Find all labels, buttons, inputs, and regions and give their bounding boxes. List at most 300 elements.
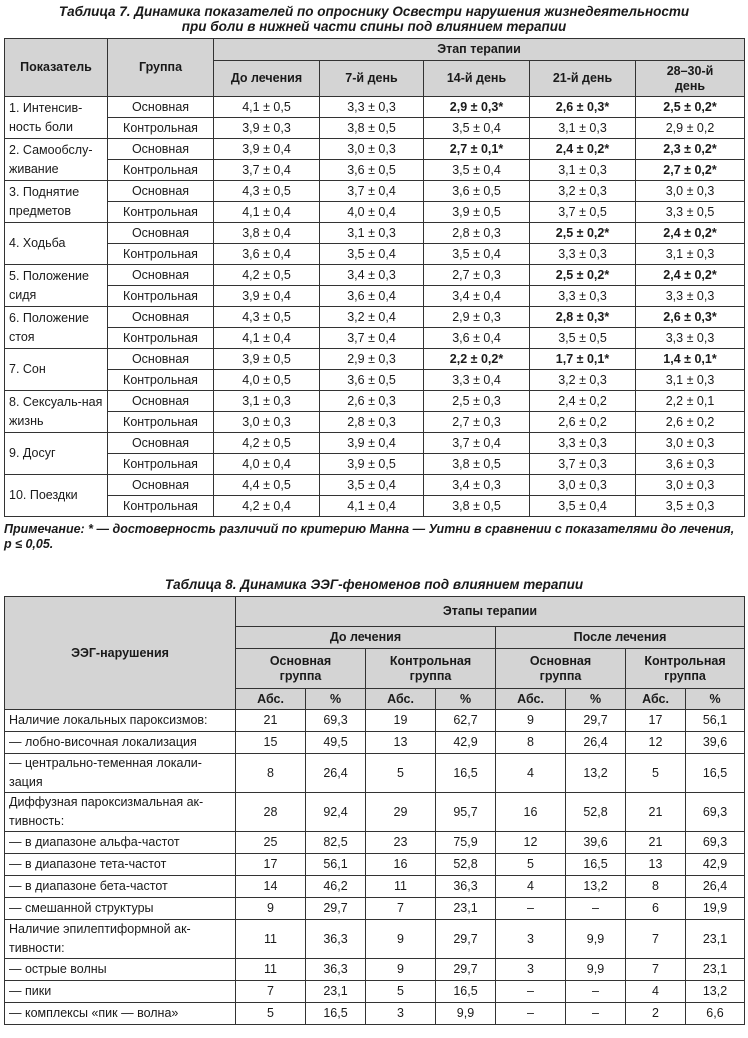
value-cell: 3,3 ± 0,3 xyxy=(320,97,424,118)
value-cell: 56,1 xyxy=(306,854,366,876)
group-control-cell: Контрольная xyxy=(108,286,214,307)
value-cell: 3,9 ± 0,3 xyxy=(214,118,320,139)
value-cell: 2,5 ± 0,2* xyxy=(636,97,745,118)
table-row xyxy=(5,959,745,981)
value-cell: 2,3 ± 0,2* xyxy=(636,139,745,160)
value-cell: 13,2 xyxy=(566,876,626,898)
indicator-name: 2. Самообслу-живание xyxy=(5,139,108,181)
eeg-disorder-label: Наличие локальных пароксизмов: xyxy=(5,710,236,732)
value-cell: 2,8 ± 0,3* xyxy=(530,307,636,328)
value-cell: 9,9 xyxy=(566,959,626,981)
table-row xyxy=(5,139,745,160)
value-cell: 3,6 ± 0,4 xyxy=(214,244,320,265)
group-main-cell: Основная xyxy=(108,181,214,202)
value-cell: 3,2 ± 0,3 xyxy=(530,370,636,391)
table-row xyxy=(5,876,745,898)
value-cell: 8 xyxy=(236,754,306,793)
eeg-disorder-label: — в диапазоне бета-частот xyxy=(5,876,236,898)
value-cell: 2,6 ± 0,3 xyxy=(320,391,424,412)
table-row xyxy=(5,475,745,496)
value-cell: 9,9 xyxy=(566,920,626,959)
value-cell: 3,4 ± 0,3 xyxy=(424,475,530,496)
table-row xyxy=(5,412,745,433)
group-main-cell: Основная xyxy=(108,349,214,370)
value-cell: 2,2 ± 0,1 xyxy=(636,391,745,412)
value-cell: 3,0 ± 0,3 xyxy=(636,181,745,202)
value-cell: 2,6 ± 0,3* xyxy=(530,97,636,118)
value-cell: – xyxy=(496,1003,566,1025)
value-cell: 16,5 xyxy=(436,981,496,1003)
value-cell: 3,5 ± 0,4 xyxy=(424,118,530,139)
table-row xyxy=(5,244,745,265)
value-cell: 3,1 ± 0,3 xyxy=(530,118,636,139)
value-cell: 3,0 ± 0,3 xyxy=(636,433,745,454)
header-stage-day21: 21-й день xyxy=(530,61,636,97)
value-cell: 16 xyxy=(366,854,436,876)
value-cell: 2,6 ± 0,2 xyxy=(636,412,745,433)
value-cell: 19,9 xyxy=(686,898,745,920)
value-cell: 2,4 ± 0,2* xyxy=(530,139,636,160)
eeg-disorder-label: — комплексы «пик — волна» xyxy=(5,1003,236,1025)
value-cell: 3 xyxy=(366,1003,436,1025)
value-cell: 2,9 ± 0,3 xyxy=(320,349,424,370)
group-main-cell: Основная xyxy=(108,97,214,118)
table-row xyxy=(5,202,745,223)
eeg-disorder-label: Диффузная пароксизмальная ак-тивность: xyxy=(5,793,236,832)
group-control-cell: Контрольная xyxy=(108,370,214,391)
value-cell: 69,3 xyxy=(306,710,366,732)
value-cell: 42,9 xyxy=(686,854,745,876)
indicator-name: 8. Сексуаль-ная жизнь xyxy=(5,391,108,433)
value-cell: 16 xyxy=(496,793,566,832)
value-cell: 3,9 ± 0,5 xyxy=(424,202,530,223)
table-row xyxy=(5,265,745,286)
value-cell: 62,7 xyxy=(436,710,496,732)
value-cell: 75,9 xyxy=(436,832,496,854)
value-cell: 4,2 ± 0,4 xyxy=(214,496,320,517)
value-cell: 2,4 ± 0,2* xyxy=(636,223,745,244)
value-cell: 3,5 ± 0,4 xyxy=(424,244,530,265)
value-cell: 14 xyxy=(236,876,306,898)
value-cell: 5 xyxy=(626,754,686,793)
value-cell: 2,5 ± 0,2* xyxy=(530,265,636,286)
value-cell: 4,4 ± 0,5 xyxy=(214,475,320,496)
value-cell: 39,6 xyxy=(686,732,745,754)
value-cell: 3,7 ± 0,4 xyxy=(320,328,424,349)
value-cell: 3,4 ± 0,3 xyxy=(320,265,424,286)
value-cell: 2 xyxy=(626,1003,686,1025)
value-cell: 3,0 ± 0,3 xyxy=(530,475,636,496)
value-cell: 17 xyxy=(626,710,686,732)
value-cell: 4 xyxy=(626,981,686,1003)
group-main-cell: Основная xyxy=(108,223,214,244)
value-cell: 36,3 xyxy=(436,876,496,898)
value-cell: 2,9 ± 0,3 xyxy=(424,307,530,328)
eeg-disorder-label: — пики xyxy=(5,981,236,1003)
value-cell: 4,0 ± 0,4 xyxy=(214,454,320,475)
value-cell: 2,7 ± 0,3 xyxy=(424,265,530,286)
table-row xyxy=(5,181,745,202)
value-cell: 5 xyxy=(366,981,436,1003)
value-cell: 2,5 ± 0,2* xyxy=(530,223,636,244)
value-cell: 2,4 ± 0,2* xyxy=(636,265,745,286)
eeg-disorder-label: Наличие эпилептиформной ак-тивности: xyxy=(5,920,236,959)
value-cell: 3,6 ± 0,4 xyxy=(320,286,424,307)
value-cell: 39,6 xyxy=(566,832,626,854)
value-cell: 4,2 ± 0,5 xyxy=(214,265,320,286)
value-cell: 36,3 xyxy=(306,959,366,981)
value-cell: 3 xyxy=(496,920,566,959)
value-cell: 52,8 xyxy=(436,854,496,876)
value-cell: 3,7 ± 0,5 xyxy=(530,202,636,223)
header-abs: Абс. xyxy=(366,689,436,710)
table8 xyxy=(4,596,745,1025)
value-cell: 3,9 ± 0,4 xyxy=(320,433,424,454)
value-cell: 3,7 ± 0,4 xyxy=(214,160,320,181)
value-cell: 3,1 ± 0,3 xyxy=(530,160,636,181)
header-stage-before: До лечения xyxy=(214,61,320,97)
value-cell: 3,9 ± 0,4 xyxy=(214,286,320,307)
value-cell: 29,7 xyxy=(436,959,496,981)
value-cell: 12 xyxy=(496,832,566,854)
value-cell: 3,6 ± 0,3 xyxy=(636,454,745,475)
value-cell: 3,5 ± 0,4 xyxy=(424,160,530,181)
header-pct: % xyxy=(686,689,745,710)
value-cell: 3,5 ± 0,3 xyxy=(636,496,745,517)
value-cell: 3,0 ± 0,3 xyxy=(636,475,745,496)
value-cell: 3,8 ± 0,5 xyxy=(424,496,530,517)
value-cell: 3,3 ± 0,3 xyxy=(530,433,636,454)
value-cell: 25 xyxy=(236,832,306,854)
value-cell: 21 xyxy=(236,710,306,732)
group-control-cell: Контрольная xyxy=(108,496,214,517)
group-main-cell: Основная xyxy=(108,475,214,496)
header-stages: Этапы терапии xyxy=(236,597,745,627)
eeg-disorder-label: — центрально-теменная локали-зация xyxy=(5,754,236,793)
header-before-control: Контрольная группа xyxy=(366,649,496,689)
value-cell: 3,2 ± 0,4 xyxy=(320,307,424,328)
value-cell: 23,1 xyxy=(306,981,366,1003)
header-before-main: Основная группа xyxy=(236,649,366,689)
value-cell: 3,7 ± 0,3 xyxy=(530,454,636,475)
value-cell: 3,8 ± 0,5 xyxy=(424,454,530,475)
value-cell: 13,2 xyxy=(566,754,626,793)
table-row xyxy=(5,496,745,517)
value-cell: 7 xyxy=(366,898,436,920)
header-stage-day7: 7-й день xyxy=(320,61,424,97)
value-cell: 3,3 ± 0,3 xyxy=(530,286,636,307)
table7-caption xyxy=(0,4,748,34)
header-after-main: Основная группа xyxy=(496,649,626,689)
table-row xyxy=(5,370,745,391)
header-before: До лечения xyxy=(236,627,496,649)
value-cell: 28 xyxy=(236,793,306,832)
value-cell: 1,7 ± 0,1* xyxy=(530,349,636,370)
value-cell: 16,5 xyxy=(306,1003,366,1025)
indicator-name: 10. Поездки xyxy=(5,475,108,517)
value-cell: 2,6 ± 0,2 xyxy=(530,412,636,433)
value-cell: 3,3 ± 0,3 xyxy=(530,244,636,265)
eeg-disorder-label: — острые волны xyxy=(5,959,236,981)
value-cell: 23,1 xyxy=(436,898,496,920)
value-cell: 11 xyxy=(366,876,436,898)
indicator-name: 5. Положение сидя xyxy=(5,265,108,307)
value-cell: 69,3 xyxy=(686,832,745,854)
value-cell: 56,1 xyxy=(686,710,745,732)
indicator-name: 3. Поднятие предметов xyxy=(5,181,108,223)
value-cell: 23,1 xyxy=(686,920,745,959)
table-row xyxy=(5,391,745,412)
table7-note: Примечание: * — достоверность различий по критерию Манна — Уитни в сравнении с показателями до лечения, p ≤ 0,05. xyxy=(4,522,735,551)
value-cell: 2,8 ± 0,3 xyxy=(320,412,424,433)
value-cell: 8 xyxy=(496,732,566,754)
indicator-name: 4. Ходьба xyxy=(5,223,108,265)
group-main-cell: Основная xyxy=(108,139,214,160)
value-cell: 4,1 ± 0,4 xyxy=(320,496,424,517)
value-cell: 2,9 ± 0,3* xyxy=(424,97,530,118)
header-abs: Абс. xyxy=(236,689,306,710)
table-row xyxy=(5,793,745,832)
table7 xyxy=(4,38,745,517)
value-cell: 29 xyxy=(366,793,436,832)
value-cell: 2,2 ± 0,2* xyxy=(424,349,530,370)
value-cell: 69,3 xyxy=(686,793,745,832)
group-control-cell: Контрольная xyxy=(108,118,214,139)
value-cell: 3,5 ± 0,5 xyxy=(530,328,636,349)
value-cell: 3,6 ± 0,4 xyxy=(424,328,530,349)
value-cell: 3,6 ± 0,5 xyxy=(320,160,424,181)
value-cell: 2,7 ± 0,1* xyxy=(424,139,530,160)
value-cell: 3 xyxy=(496,959,566,981)
table-row xyxy=(5,160,745,181)
table-row xyxy=(5,898,745,920)
header-stage-day28: 28–30-й день xyxy=(636,61,745,97)
value-cell: 3,9 ± 0,4 xyxy=(214,139,320,160)
header-abs: Абс. xyxy=(496,689,566,710)
value-cell: 92,4 xyxy=(306,793,366,832)
value-cell: 7 xyxy=(236,981,306,1003)
value-cell: 21 xyxy=(626,793,686,832)
value-cell: 11 xyxy=(236,920,306,959)
value-cell: 4,3 ± 0,5 xyxy=(214,307,320,328)
group-control-cell: Контрольная xyxy=(108,244,214,265)
value-cell: 49,5 xyxy=(306,732,366,754)
value-cell: 3,2 ± 0,3 xyxy=(530,181,636,202)
header-after: После лечения xyxy=(496,627,745,649)
table-row xyxy=(5,854,745,876)
table-row xyxy=(5,307,745,328)
value-cell: 3,1 ± 0,3 xyxy=(636,370,745,391)
value-cell: 3,3 ± 0,3 xyxy=(636,328,745,349)
table-row xyxy=(5,223,745,244)
value-cell: 1,4 ± 0,1* xyxy=(636,349,745,370)
value-cell: 3,7 ± 0,4 xyxy=(424,433,530,454)
header-group: Группа xyxy=(108,39,214,97)
value-cell: 12 xyxy=(626,732,686,754)
table7-caption-line1: Таблица 7. Динамика показателей по опроснику Освестри нарушения жизнедеятельности xyxy=(58,4,690,19)
value-cell: 3,6 ± 0,5 xyxy=(424,181,530,202)
value-cell: 95,7 xyxy=(436,793,496,832)
value-cell: 4 xyxy=(496,876,566,898)
group-control-cell: Контрольная xyxy=(108,328,214,349)
value-cell: 3,3 ± 0,5 xyxy=(636,202,745,223)
value-cell: 26,4 xyxy=(306,754,366,793)
value-cell: 2,5 ± 0,3 xyxy=(424,391,530,412)
value-cell: 4,2 ± 0,5 xyxy=(214,433,320,454)
group-control-cell: Контрольная xyxy=(108,202,214,223)
value-cell: 3,1 ± 0,3 xyxy=(320,223,424,244)
header-pct: % xyxy=(306,689,366,710)
eeg-disorder-label: — лобно-височная локализация xyxy=(5,732,236,754)
value-cell: 3,3 ± 0,3 xyxy=(636,286,745,307)
value-cell: 2,4 ± 0,2 xyxy=(530,391,636,412)
value-cell: 36,3 xyxy=(306,920,366,959)
value-cell: 13,2 xyxy=(686,981,745,1003)
table-row xyxy=(5,754,745,793)
eeg-disorder-label: — смешанной структуры xyxy=(5,898,236,920)
value-cell: – xyxy=(496,981,566,1003)
value-cell: 3,3 ± 0,4 xyxy=(424,370,530,391)
value-cell: 9 xyxy=(496,710,566,732)
value-cell: 29,7 xyxy=(306,898,366,920)
value-cell: 16,5 xyxy=(566,854,626,876)
value-cell: 17 xyxy=(236,854,306,876)
value-cell: 82,5 xyxy=(306,832,366,854)
value-cell: 4,1 ± 0,4 xyxy=(214,202,320,223)
header-indicator: Показатель xyxy=(5,39,108,97)
value-cell: 3,5 ± 0,4 xyxy=(530,496,636,517)
value-cell: 5 xyxy=(366,754,436,793)
table-row xyxy=(5,710,745,732)
value-cell: 3,0 ± 0,3 xyxy=(214,412,320,433)
value-cell: 3,8 ± 0,5 xyxy=(320,118,424,139)
table-row xyxy=(5,832,745,854)
value-cell: 16,5 xyxy=(686,754,745,793)
group-main-cell: Основная xyxy=(108,391,214,412)
indicator-name: 9. Досуг xyxy=(5,433,108,475)
value-cell: 6,6 xyxy=(686,1003,745,1025)
value-cell: 3,0 ± 0,3 xyxy=(320,139,424,160)
value-cell: 21 xyxy=(626,832,686,854)
value-cell: 3,6 ± 0,5 xyxy=(320,370,424,391)
header-pct: % xyxy=(436,689,496,710)
header-eeg-disorders: ЭЭГ-нарушения xyxy=(5,597,236,710)
value-cell: 29,7 xyxy=(436,920,496,959)
table-row xyxy=(5,97,745,118)
header-stage-day14: 14-й день xyxy=(424,61,530,97)
table-row xyxy=(5,732,745,754)
header-stage: Этап терапии xyxy=(214,39,745,61)
value-cell: 5 xyxy=(496,854,566,876)
value-cell: 23 xyxy=(366,832,436,854)
eeg-disorder-label: — в диапазоне альфа-частот xyxy=(5,832,236,854)
value-cell: 9 xyxy=(236,898,306,920)
value-cell: 2,6 ± 0,3* xyxy=(636,307,745,328)
value-cell: 9 xyxy=(366,920,436,959)
value-cell: – xyxy=(566,981,626,1003)
table-row xyxy=(5,1003,745,1025)
value-cell: 4,1 ± 0,4 xyxy=(214,328,320,349)
table-row xyxy=(5,454,745,475)
value-cell: 42,9 xyxy=(436,732,496,754)
value-cell: 3,4 ± 0,4 xyxy=(424,286,530,307)
value-cell: – xyxy=(496,898,566,920)
table-row xyxy=(5,433,745,454)
value-cell: 3,9 ± 0,5 xyxy=(214,349,320,370)
value-cell: 3,1 ± 0,3 xyxy=(636,244,745,265)
group-main-cell: Основная xyxy=(108,265,214,286)
value-cell: 11 xyxy=(236,959,306,981)
value-cell: – xyxy=(566,898,626,920)
value-cell: 13 xyxy=(626,854,686,876)
value-cell: 46,2 xyxy=(306,876,366,898)
value-cell: 13 xyxy=(366,732,436,754)
indicator-name: 7. Сон xyxy=(5,349,108,391)
value-cell: 3,8 ± 0,4 xyxy=(214,223,320,244)
value-cell: 4,0 ± 0,4 xyxy=(320,202,424,223)
table7-caption-line2: при боли в нижней части спины под влиянием терапии xyxy=(181,19,567,34)
value-cell: 7 xyxy=(626,959,686,981)
table-row xyxy=(5,920,745,959)
group-main-cell: Основная xyxy=(108,433,214,454)
group-main-cell: Основная xyxy=(108,307,214,328)
header-after-control: Контрольная группа xyxy=(626,649,745,689)
value-cell: 15 xyxy=(236,732,306,754)
table8-caption: Таблица 8. Динамика ЭЭГ-феноменов под влиянием терапии xyxy=(164,577,584,592)
value-cell: 2,8 ± 0,3 xyxy=(424,223,530,244)
table-row xyxy=(5,981,745,1003)
value-cell: 19 xyxy=(366,710,436,732)
value-cell: 9,9 xyxy=(436,1003,496,1025)
header-pct: % xyxy=(566,689,626,710)
value-cell: 23,1 xyxy=(686,959,745,981)
group-control-cell: Контрольная xyxy=(108,412,214,433)
group-control-cell: Контрольная xyxy=(108,454,214,475)
value-cell: – xyxy=(566,1003,626,1025)
value-cell: 3,9 ± 0,5 xyxy=(320,454,424,475)
table-row xyxy=(5,286,745,307)
indicator-name: 1. Интенсив-ность боли xyxy=(5,97,108,139)
value-cell: 26,4 xyxy=(566,732,626,754)
value-cell: 5 xyxy=(236,1003,306,1025)
value-cell: 2,9 ± 0,2 xyxy=(636,118,745,139)
indicator-name: 6. Положение стоя xyxy=(5,307,108,349)
value-cell: 2,7 ± 0,2* xyxy=(636,160,745,181)
value-cell: 9 xyxy=(366,959,436,981)
value-cell: 3,1 ± 0,3 xyxy=(214,391,320,412)
table-row xyxy=(5,328,745,349)
value-cell: 3,5 ± 0,4 xyxy=(320,475,424,496)
value-cell: 8 xyxy=(626,876,686,898)
value-cell: 4,1 ± 0,5 xyxy=(214,97,320,118)
value-cell: 3,5 ± 0,4 xyxy=(320,244,424,265)
value-cell: 6 xyxy=(626,898,686,920)
value-cell: 4,3 ± 0,5 xyxy=(214,181,320,202)
group-control-cell: Контрольная xyxy=(108,160,214,181)
value-cell: 4 xyxy=(496,754,566,793)
value-cell: 4,0 ± 0,5 xyxy=(214,370,320,391)
value-cell: 7 xyxy=(626,920,686,959)
value-cell: 26,4 xyxy=(686,876,745,898)
eeg-disorder-label: — в диапазоне тета-частот xyxy=(5,854,236,876)
value-cell: 3,7 ± 0,4 xyxy=(320,181,424,202)
value-cell: 16,5 xyxy=(436,754,496,793)
value-cell: 52,8 xyxy=(566,793,626,832)
table-row xyxy=(5,349,745,370)
header-abs: Абс. xyxy=(626,689,686,710)
table-row xyxy=(5,118,745,139)
value-cell: 2,7 ± 0,3 xyxy=(424,412,530,433)
